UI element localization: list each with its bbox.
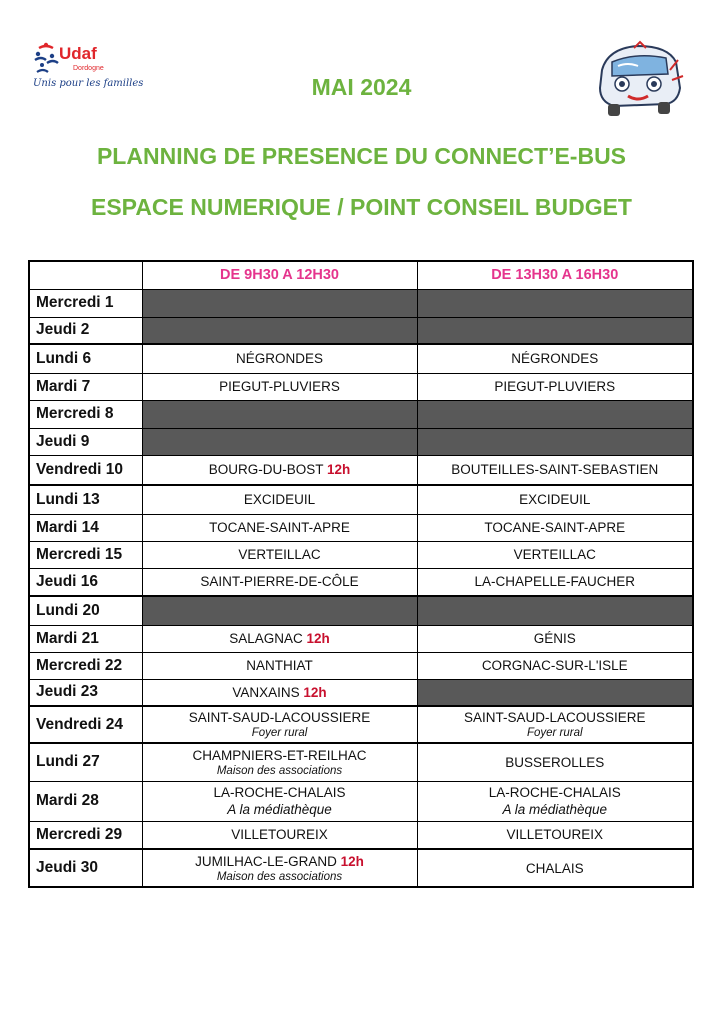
morning-unavailable-cell <box>142 596 417 625</box>
table-row <box>29 706 693 743</box>
morning-unavailable-cell <box>142 317 417 344</box>
location-name: EXCIDEUIL <box>243 492 316 508</box>
venue-note: Foyer rural <box>526 727 583 739</box>
day-cell: Lundi 13 <box>29 485 142 514</box>
schedule-table <box>28 260 694 888</box>
logo-subtitle: Dordogne <box>73 65 104 72</box>
location-name: LA-ROCHE-CHALAIS <box>213 785 346 800</box>
morning-unavailable-cell <box>142 289 417 317</box>
location-name: VILLETOUREIX <box>506 827 604 843</box>
venue-note: Maison des associations <box>216 764 343 777</box>
table-row <box>29 541 693 568</box>
afternoon-location-cell <box>417 485 693 514</box>
location-name: PIEGUT-PLUVIERS <box>494 379 616 394</box>
location-name: JUMILHAC-LE-GRAND <box>195 853 337 869</box>
morning-location-cell <box>142 541 417 568</box>
table-row <box>29 596 693 625</box>
location-name: VERTEILLAC <box>513 547 596 562</box>
day-cell: Mardi 28 <box>29 781 142 821</box>
day-cell: Lundi 20 <box>29 596 142 625</box>
afternoon-location-cell <box>417 849 693 887</box>
morning-location-cell <box>142 652 417 679</box>
venue-note: A la médiathèque <box>227 802 332 817</box>
location-name: LA-ROCHE-CHALAIS <box>488 785 621 800</box>
afternoon-location-cell <box>417 625 693 652</box>
location-name: TOCANE-SAINT-APRE <box>209 520 350 535</box>
day-cell: Jeudi 16 <box>29 568 142 596</box>
location-name: VERTEILLAC <box>238 547 321 562</box>
morning-location-cell <box>142 514 417 541</box>
table-row <box>29 781 693 821</box>
morning-location-cell <box>142 743 417 781</box>
afternoon-location-cell <box>417 821 693 849</box>
table-row <box>29 821 693 849</box>
day-cell: Mardi 21 <box>29 625 142 652</box>
day-cell: Mercredi 1 <box>29 289 142 317</box>
location-name: GÉNIS <box>533 631 576 646</box>
day-cell: Mardi 7 <box>29 373 142 400</box>
afternoon-unavailable-cell <box>417 289 693 317</box>
day-cell: Lundi 6 <box>29 344 142 373</box>
day-cell: Jeudi 2 <box>29 317 142 344</box>
location-name: EXCIDEUIL <box>519 492 591 508</box>
location-name: CHALAIS <box>525 860 584 876</box>
location-name: CHAMPNIERS-ET-REILHAC <box>192 747 367 763</box>
udaf-logo-icon <box>33 40 59 76</box>
day-cell: Mercredi 15 <box>29 541 142 568</box>
venue-note: Maison des associations <box>216 870 343 883</box>
logo-tagline: Unis pour les familles <box>33 78 144 89</box>
table-row <box>29 455 693 485</box>
afternoon-location-cell <box>417 706 693 743</box>
header-day-cell <box>29 261 142 289</box>
header-morning: DE 9H30 A 12H30 <box>142 261 417 289</box>
table-row <box>29 743 693 781</box>
location-name: NANTHIAT <box>246 658 313 673</box>
afternoon-unavailable-cell <box>417 400 693 428</box>
location-name: SAINT-PIERRE-DE-CÔLE <box>200 574 359 590</box>
afternoon-location-cell <box>417 568 693 596</box>
afternoon-location-cell <box>417 455 693 485</box>
location-name: VILLETOUREIX <box>231 827 328 843</box>
afternoon-location-cell <box>417 652 693 679</box>
planning-subtitle: ESPACE NUMERIQUE / POINT CONSEIL BUDGET <box>91 194 632 220</box>
afternoon-unavailable-cell <box>417 596 693 625</box>
afternoon-location-cell <box>417 743 693 781</box>
table-row <box>29 652 693 679</box>
day-cell: Jeudi 9 <box>29 428 142 455</box>
day-cell: Jeudi 23 <box>29 679 142 706</box>
end-time-badge: 12h <box>303 684 327 700</box>
location-name: PIEGUT-PLUVIERS <box>219 379 340 394</box>
table-row <box>29 400 693 428</box>
morning-unavailable-cell <box>142 428 417 455</box>
morning-location-cell <box>142 568 417 596</box>
table-row <box>29 485 693 514</box>
month-title: MAI 2024 <box>311 74 412 100</box>
table-row <box>29 289 693 317</box>
venue-note: Foyer rural <box>251 727 308 739</box>
location-name: SALAGNAC <box>229 631 303 646</box>
table-row <box>29 679 693 706</box>
end-time-badge: 12h <box>340 853 364 869</box>
day-cell: Vendredi 24 <box>29 706 142 743</box>
location-name: SAINT-SAUD-LACOUSSIERE <box>188 710 371 725</box>
location-name: VANXAINS <box>232 684 300 700</box>
morning-location-cell <box>142 344 417 373</box>
location-name: NÉGRONDES <box>235 351 323 367</box>
table-row <box>29 849 693 887</box>
table-row <box>29 625 693 652</box>
location-name: BOUTEILLES-SAINT-SEBASTIEN <box>451 462 659 478</box>
location-name: BOURG-DU-BOST <box>208 462 324 478</box>
end-time-badge: 12h <box>327 462 351 478</box>
day-cell: Mardi 14 <box>29 514 142 541</box>
afternoon-unavailable-cell <box>417 428 693 455</box>
end-time-badge: 12h <box>306 631 330 646</box>
day-cell: Mercredi 8 <box>29 400 142 428</box>
morning-location-cell <box>142 679 417 706</box>
venue-note: A la médiathèque <box>502 802 608 817</box>
logo-brand: Udaf <box>59 44 97 63</box>
location-name: NÉGRONDES <box>511 351 599 367</box>
afternoon-unavailable-cell <box>417 317 693 344</box>
location-name: TOCANE-SAINT-APRE <box>484 520 626 535</box>
afternoon-unavailable-cell <box>417 679 693 706</box>
afternoon-location-cell <box>417 781 693 821</box>
morning-location-cell <box>142 485 417 514</box>
table-row <box>29 317 693 344</box>
morning-location-cell <box>142 373 417 400</box>
morning-location-cell <box>142 706 417 743</box>
morning-unavailable-cell <box>142 400 417 428</box>
morning-location-cell <box>142 781 417 821</box>
afternoon-location-cell <box>417 514 693 541</box>
day-cell: Vendredi 10 <box>29 455 142 485</box>
day-cell: Jeudi 30 <box>29 849 142 887</box>
afternoon-location-cell <box>417 541 693 568</box>
afternoon-location-cell <box>417 373 693 400</box>
header-afternoon: DE 13H30 A 16H30 <box>417 261 693 289</box>
location-name: CORGNAC-SUR-L'ISLE <box>481 658 628 673</box>
afternoon-location-cell <box>417 344 693 373</box>
location-name: SAINT-SAUD-LACOUSSIERE <box>463 710 646 725</box>
table-row <box>29 344 693 373</box>
day-cell: Mercredi 29 <box>29 821 142 849</box>
morning-location-cell <box>142 625 417 652</box>
table-row <box>29 568 693 596</box>
day-cell: Lundi 27 <box>29 743 142 781</box>
table-header-row <box>29 261 693 289</box>
morning-location-cell <box>142 821 417 849</box>
morning-location-cell <box>142 849 417 887</box>
morning-location-cell <box>142 455 417 485</box>
table-row <box>29 514 693 541</box>
table-row <box>29 373 693 400</box>
location-name: LA-CHAPELLE-FAUCHER <box>474 574 636 590</box>
day-cell: Mercredi 22 <box>29 652 142 679</box>
location-name: BUSSEROLLES <box>505 754 605 770</box>
table-row <box>29 428 693 455</box>
planning-title: PLANNING DE PRESENCE DU CONNECT’E-BUS <box>96 143 627 169</box>
